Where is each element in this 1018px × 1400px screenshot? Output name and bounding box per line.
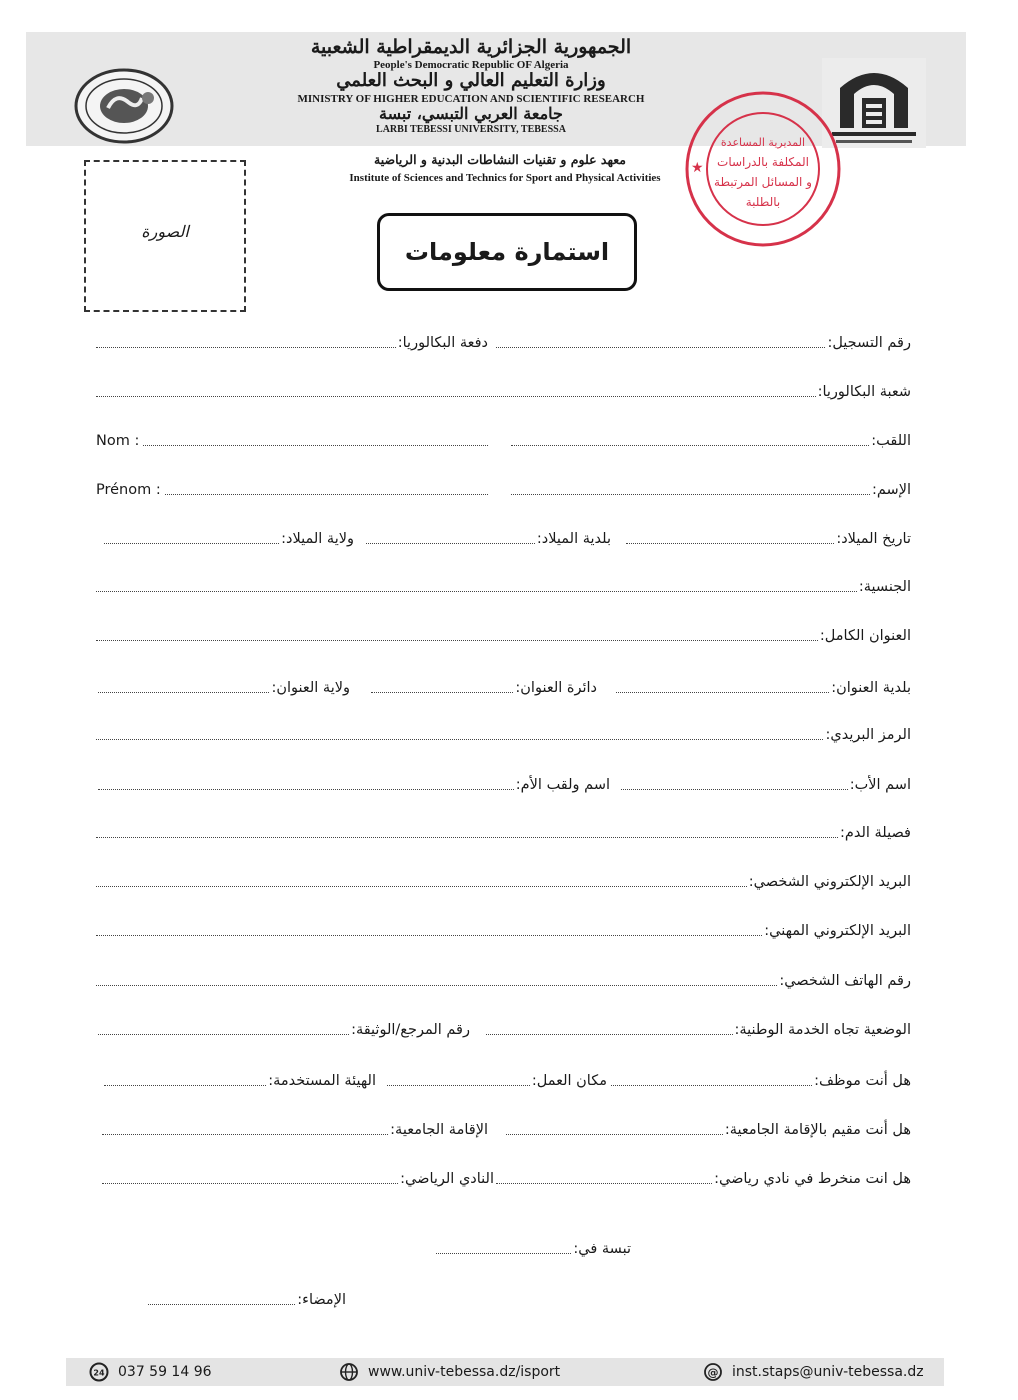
residence-label: الإقامة الجامعية: [390,1122,488,1138]
signature-label: الإمضاء: [297,1292,346,1308]
birth-date-label: تاريخ الميلاد: [836,531,911,547]
prenom-field[interactable] [96,475,488,499]
blood-type-label: فصيلة الدم: [840,825,911,841]
row-personal-phone [96,966,911,990]
bac-year-label: دفعة البكالوريا: [397,335,488,351]
row-full-address [96,621,911,645]
residence-field[interactable] [102,1115,488,1139]
bac-stream-label: شعبة البكالوريا: [817,384,911,400]
svg-text:@: @ [707,1366,719,1379]
row-employment [96,1066,911,1090]
mother-name-field[interactable] [98,770,610,794]
address-municipality-label: بلدية العنوان: [831,680,911,696]
bac-year-field[interactable] [96,328,488,352]
birth-province-field[interactable] [104,524,354,548]
reference-number-field[interactable] [98,1015,470,1039]
mother-name-label: اسم ولقب الأم: [515,777,610,793]
blood-type-field[interactable] [96,818,911,842]
father-name-field[interactable] [621,770,911,794]
address-district-label: دائرة العنوان: [515,680,597,696]
svg-text:24: 24 [93,1368,105,1378]
form-title: استمارة معلومات [404,238,610,266]
phone-24-icon [88,1362,110,1382]
stamp-line4: بالطلبة [745,195,781,209]
postal-code-field[interactable] [96,720,911,744]
first-name-label: الإسم: [872,482,911,498]
stamp-line3: و المسائل المرتبطة [714,175,812,189]
employer-label: الهيئة المستخدمة: [268,1073,376,1089]
club-member-label: هل انت منخرط في نادي رياضي: [714,1171,911,1187]
footer-email[interactable] [702,1362,924,1382]
father-name-label: اسم الأب: [849,777,911,793]
employed-label: هل أنت موظف: [814,1073,911,1089]
row-registration [96,328,911,352]
nationality-field[interactable] [96,572,911,596]
surname-label: اللقب: [871,433,911,449]
personal-email-label: البريد الإلكتروني الشخصي: [748,874,911,890]
republic-arabic: الجمهورية الجزائرية الديمقراطية الشعبية [310,36,632,58]
globe-icon [338,1362,360,1382]
club-label: النادي الرياضي: [400,1171,494,1187]
row-address-details [96,673,911,697]
workplace-label: مكان العمل: [531,1073,607,1089]
military-status-field[interactable] [486,1015,911,1039]
footer-email-text: inst.staps@univ-tebessa.dz [732,1364,924,1380]
row-military [96,1015,911,1039]
ministry-arabic: وزارة التعليم العالي و البحث العلمي [336,70,606,91]
bac-stream-field[interactable] [96,377,911,401]
personal-phone-field[interactable] [96,966,911,990]
employed-field[interactable] [611,1066,911,1090]
birth-date-field[interactable] [626,524,911,548]
row-nationality [96,572,911,596]
photo-label: الصورة [141,222,189,241]
birth-municipality-field[interactable] [366,524,611,548]
personal-email-field[interactable] [96,867,911,891]
first-name-field[interactable] [511,475,911,499]
birth-province-label: ولاية الميلاد: [281,531,354,547]
footer-website-text: www.univ-tebessa.dz/isport [368,1364,561,1380]
surname-field[interactable] [511,426,911,450]
address-district-field[interactable] [371,673,597,697]
ministry-english: MINISTRY OF HIGHER EDUCATION AND SCIENTIFIC RESEARCH [297,93,645,105]
reference-number-label: رقم المرجع/الوثيقة: [351,1022,470,1038]
row-postal-code [96,720,911,744]
stamp-line2: المكلفة بالدراسات [717,155,809,169]
row-place-date [96,1234,911,1258]
official-stamp [682,88,844,250]
svg-text:★: ★ [691,160,704,176]
nationality-label: الجنسية: [858,579,911,595]
prenom-label: Prénom : [96,482,161,498]
photo-box[interactable] [84,160,246,312]
place-date-field[interactable] [436,1234,631,1258]
row-club [96,1164,911,1188]
stamp-line1: المديرية المساعدة [720,136,806,149]
address-province-field[interactable] [98,673,350,697]
birth-municipality-label: بلدية الميلاد: [536,531,611,547]
place-date-label: تبسة في: [573,1241,631,1257]
employer-field[interactable] [104,1066,376,1090]
row-professional-email [96,916,911,940]
footer-phone[interactable] [88,1362,212,1382]
university-english: LARBI TEBESSI UNIVERSITY, TEBESSA [376,124,566,135]
row-parents [96,770,911,794]
nom-label: Nom : [96,433,140,449]
row-residence [96,1115,911,1139]
military-status-label: الوضعية تجاه الخدمة الوطنية: [734,1022,911,1038]
workplace-field[interactable] [387,1066,607,1090]
email-icon [702,1362,724,1382]
signature-field[interactable] [148,1285,346,1309]
institute-arabic: معهد علوم و تقنيات النشاطات البدنية و الرياضية [374,152,626,167]
registration-number-label: رقم التسجيل: [827,335,911,351]
row-surname [96,426,911,450]
row-birth [96,524,911,548]
row-first-name [96,475,911,499]
address-province-label: ولاية العنوان: [271,680,350,696]
row-personal-email [96,867,911,891]
row-bac-stream [96,377,911,401]
nom-field[interactable] [96,426,488,450]
postal-code-label: الرمز البريدي: [825,727,911,743]
professional-email-label: البريد الإلكتروني المهني: [764,923,911,939]
row-signature [96,1285,911,1309]
full-address-label: العنوان الكامل: [819,628,911,644]
club-member-field[interactable] [496,1164,911,1188]
residence-resident-field[interactable] [506,1115,911,1139]
row-blood-type [96,818,911,842]
residence-resident-label: هل أنت مقيم بالإقامة الجامعية: [724,1122,911,1138]
full-address-field[interactable] [96,621,911,645]
registration-number-field[interactable] [496,328,911,352]
footer-phone-text: 037 59 14 96 [118,1364,212,1380]
institute-english: Institute of Sciences and Technics for Sport and Physical Activities [349,172,661,184]
professional-email-field[interactable] [96,916,911,940]
university-arabic: جامعة العربي التبسي، تبسة [379,104,563,123]
address-municipality-field[interactable] [616,673,911,697]
club-field[interactable] [102,1164,494,1188]
footer-website[interactable] [338,1362,560,1382]
form-title-box [377,213,637,291]
republic-english: People's Democratic Republic OF Algeria [373,59,569,71]
personal-phone-label: رقم الهاتف الشخصي: [779,973,911,989]
institute-logo [70,66,178,146]
footer-band [66,1358,944,1386]
